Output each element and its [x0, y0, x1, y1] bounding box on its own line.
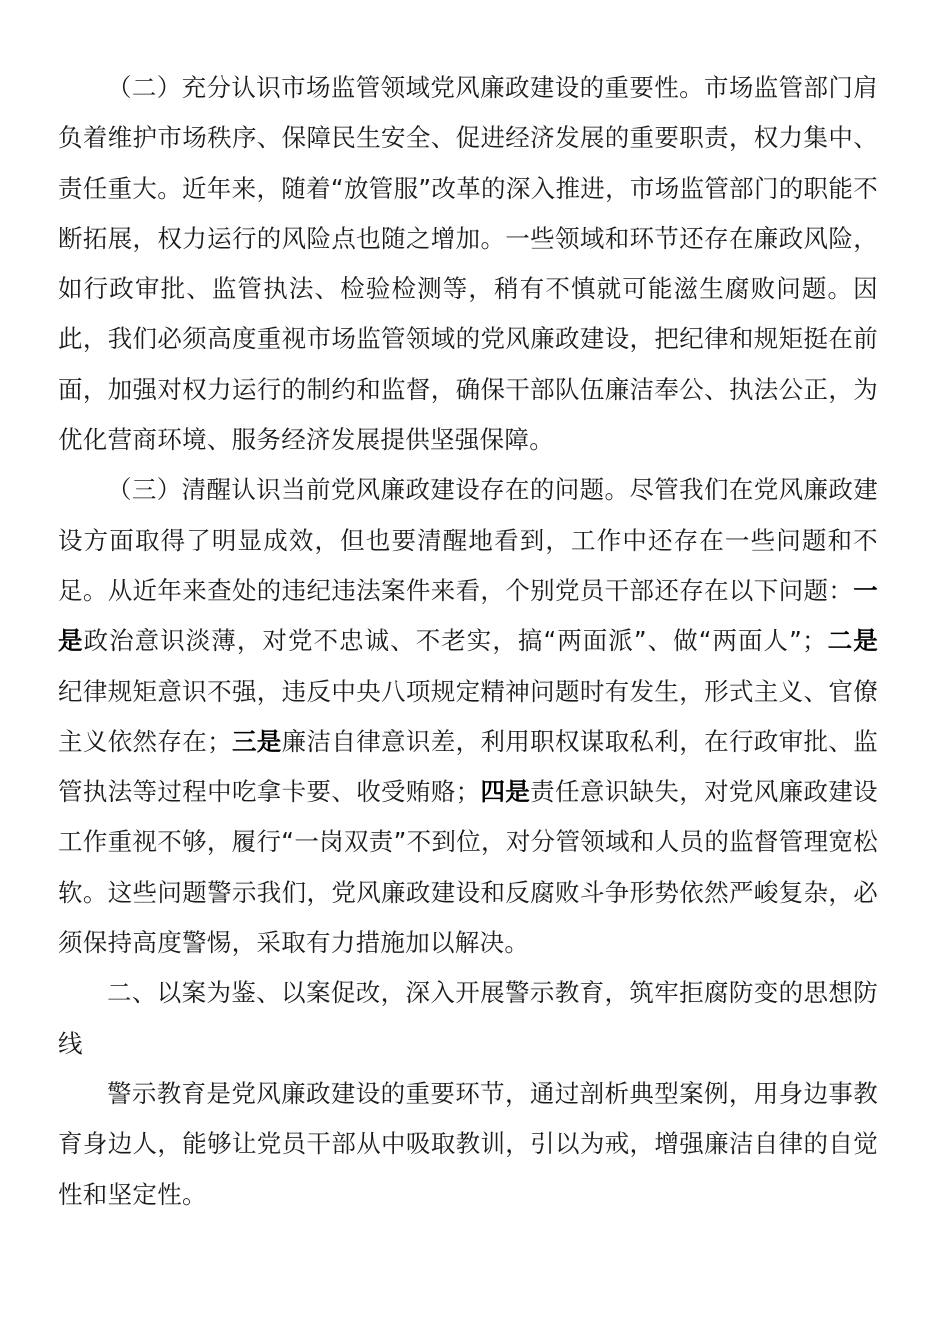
emphasis-first: 一是 — [58, 575, 878, 656]
paragraph-text: 责任意识缺失，对党风廉政建设工作重视不够，履行“一岗双责”不到位，对分管领域和人员的监督管理宽松软。这些问题警示我们，党风廉政建设和反腐败斗争形势依然严峻复杂，必须保持高度警惕，采取有力措施加以解决。 — [58, 777, 878, 958]
paragraph-section-2: （二）充分认识市场监管领域党风廉政建设的重要性。市场监管部门肩负着维护市场秩序、保障民生安全、促进经济发展的重要职责，权力集中、责任重大。近年来，随着“放管服”改革的深入推进，市场监管部门的职能不断拓展，权力运行的风险点也随之增加。一些领域和环节还存在廉政风险，如行政审批、监管执法、检验检测等，稍有不慎就可能滋生腐败问题。因此，我们必须高度重视市场监管领域的党风廉政建设，把纪律和规矩挺在前面，加强对权力运行的制约和监督，确保干部队伍廉洁奉公、执法公正，为优化营商环境、服务经济发展提供坚强保障。 — [58, 73, 878, 455]
emphasis-third: 三是 — [231, 726, 282, 756]
document-body — [58, 63, 878, 1220]
emphasis-fourth: 四是 — [480, 777, 531, 807]
emphasis-second: 二是 — [826, 626, 878, 656]
section-heading: 二、以案为鉴、以案促改，深入开展警示教育，筑牢拒腐防变的思想防线 — [58, 978, 878, 1058]
paragraph-text: 纪律规矩意识不强，违反中央八项规定精神问题时有发生，形式主义、官僚主义依然存在； — [58, 676, 878, 756]
paragraph-text: 廉洁自律意识差，利用职权谋取私利，在行政审批、监管执法等过程中吃拿卡要、收受贿赂； — [58, 726, 878, 807]
paragraph-section-3 — [58, 465, 878, 968]
paragraph-text: （三）清醒认识当前党风廉政建设存在的问题。尽管我们在党风廉政建设方面取得了明显成效，但也要清醒地看到，工作中还存在一些问题和不足。从近年来查处的违纪违法案件来看，个别党员干部还存在以下问题： — [58, 475, 878, 605]
paragraph-warning-education: 警示教育是党风廉政建设的重要环节，通过剖析典型案例，用身边事教育身边人，能够让党员干部从中吸取教训，引以为戒，增强廉洁自律的自觉性和坚定性。 — [58, 1078, 878, 1209]
paragraph-text: 政治意识淡薄，对党不忠诚、不老实，搞“两面派”、做“两面人”； — [83, 626, 827, 656]
